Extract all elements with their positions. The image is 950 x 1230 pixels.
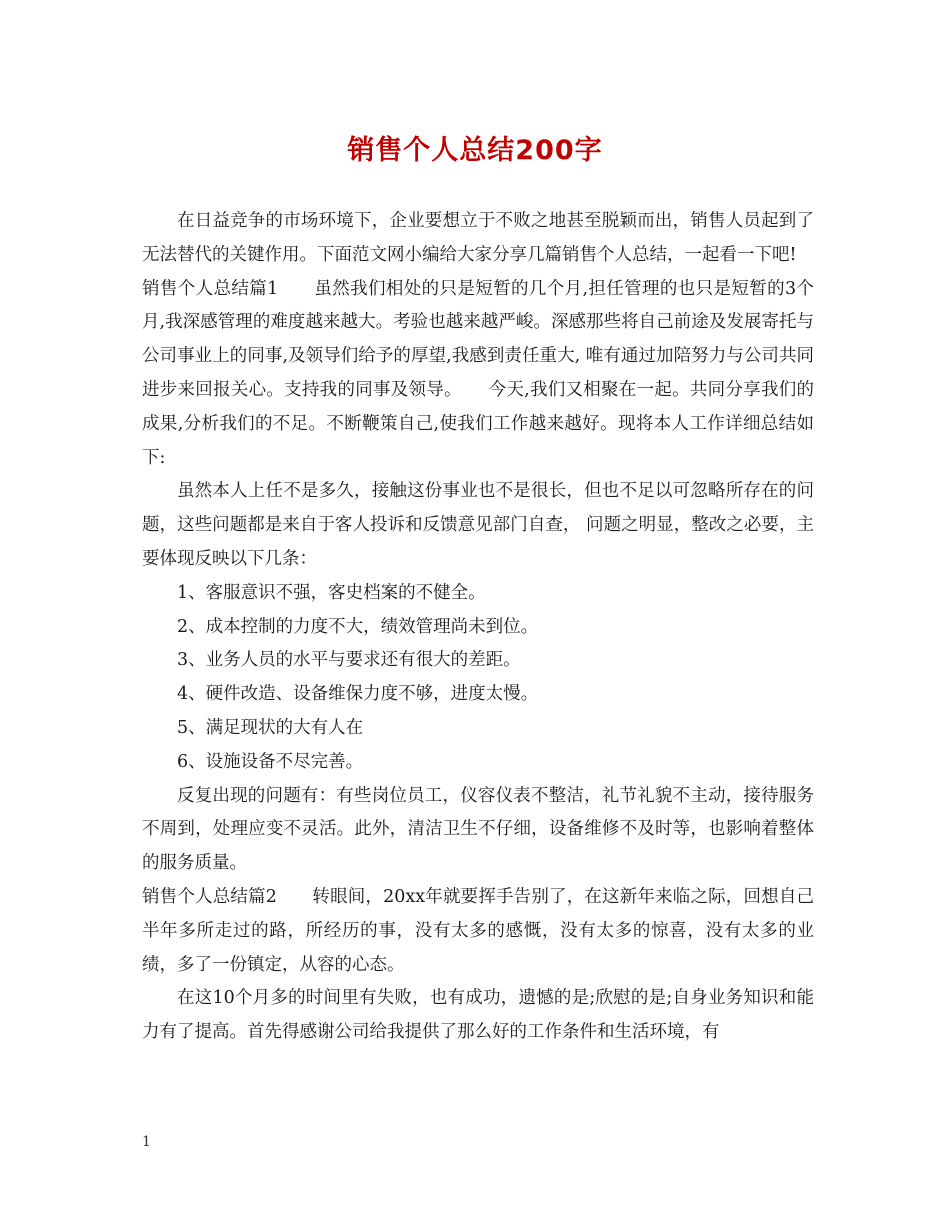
paragraph-ten-months: 在这10个月多的时间里有失败，也有成功，遗憾的是;欣慰的是;自身业务知识和能力有了提高。首先得感谢公司给我提供了那么好的工作条件和生活环境，有 xyxy=(142,988,814,1043)
list-item: 1、客服意识不强，客史档案的不健全。 xyxy=(177,582,486,603)
paragraph-intro: 在日益竞争的市场环境下，企业要想立于不败之地甚至脱颖而出，销售人员起到了无法替代的关键作用。下面范文网小编给大家分享几篇销售个人总结，一起看一下吧! xyxy=(142,211,814,265)
paragraph-summary-1: 销售个人总结篇1 虽然我们相处的只是短暂的几个月,担任管理的也只是短暂的3个月,我深感管理的难度越来越大。考验也越来越严峻。深感那些将自己前途及发展寄托与公司事业上的同事,及领导们给予的厚望,我感到责任重大, 唯有通过加陪努力与公司共同进步来回报关心。支持我的同事及领导。 今天,我们又相聚在一起。共同分享我们的成果,分析我们的不足。不断鞭策自己,使我们工作越来越好。现将本人工作详细总结如下: xyxy=(142,278,814,468)
paragraph-recurring-issues: 反复出现的问题有：有些岗位员工，仪容仪表不整洁，礼节礼貌不主动，接待服务不周到，处理应变不灵活。此外，清洁卫生不仔细，设备维修不及时等，也影响着整体的服务质量。 xyxy=(142,785,814,874)
document-body xyxy=(142,205,814,1050)
list-item: 4、硬件改造、设备维保力度不够，进度太慢。 xyxy=(177,684,539,705)
list-item: 6、设施设备不尽完善。 xyxy=(177,751,364,772)
list-item: 2、成本控制的力度不大，绩效管理尚未到位。 xyxy=(177,616,539,637)
paragraph-problems: 虽然本人上任不是多久，接触这份事业也不是很长，但也不足以可忽略所存在的问题，这些问题都是来自于客人投诉和反馈意见部门自查， 问题之明显，整改之必要，主要体现反映以下几条： xyxy=(142,481,814,569)
list-item: 5、满足现状的大有人在 xyxy=(177,717,364,738)
paragraph-summary-2: 销售个人总结篇2 转眼间，20xx年就要挥手告别了，在这新年来临之际，回想自己半年多所走过的路，所经历的事，没有太多的感慨，没有太多的惊喜，没有太多的业绩，多了一份镇定，从容的心态。 xyxy=(142,886,814,975)
page-number: 1 xyxy=(142,1134,151,1150)
list-item: 3、业务人员的水平与要求还有很大的差距。 xyxy=(177,650,521,671)
document-title: 销售个人总结200字 xyxy=(347,135,603,166)
